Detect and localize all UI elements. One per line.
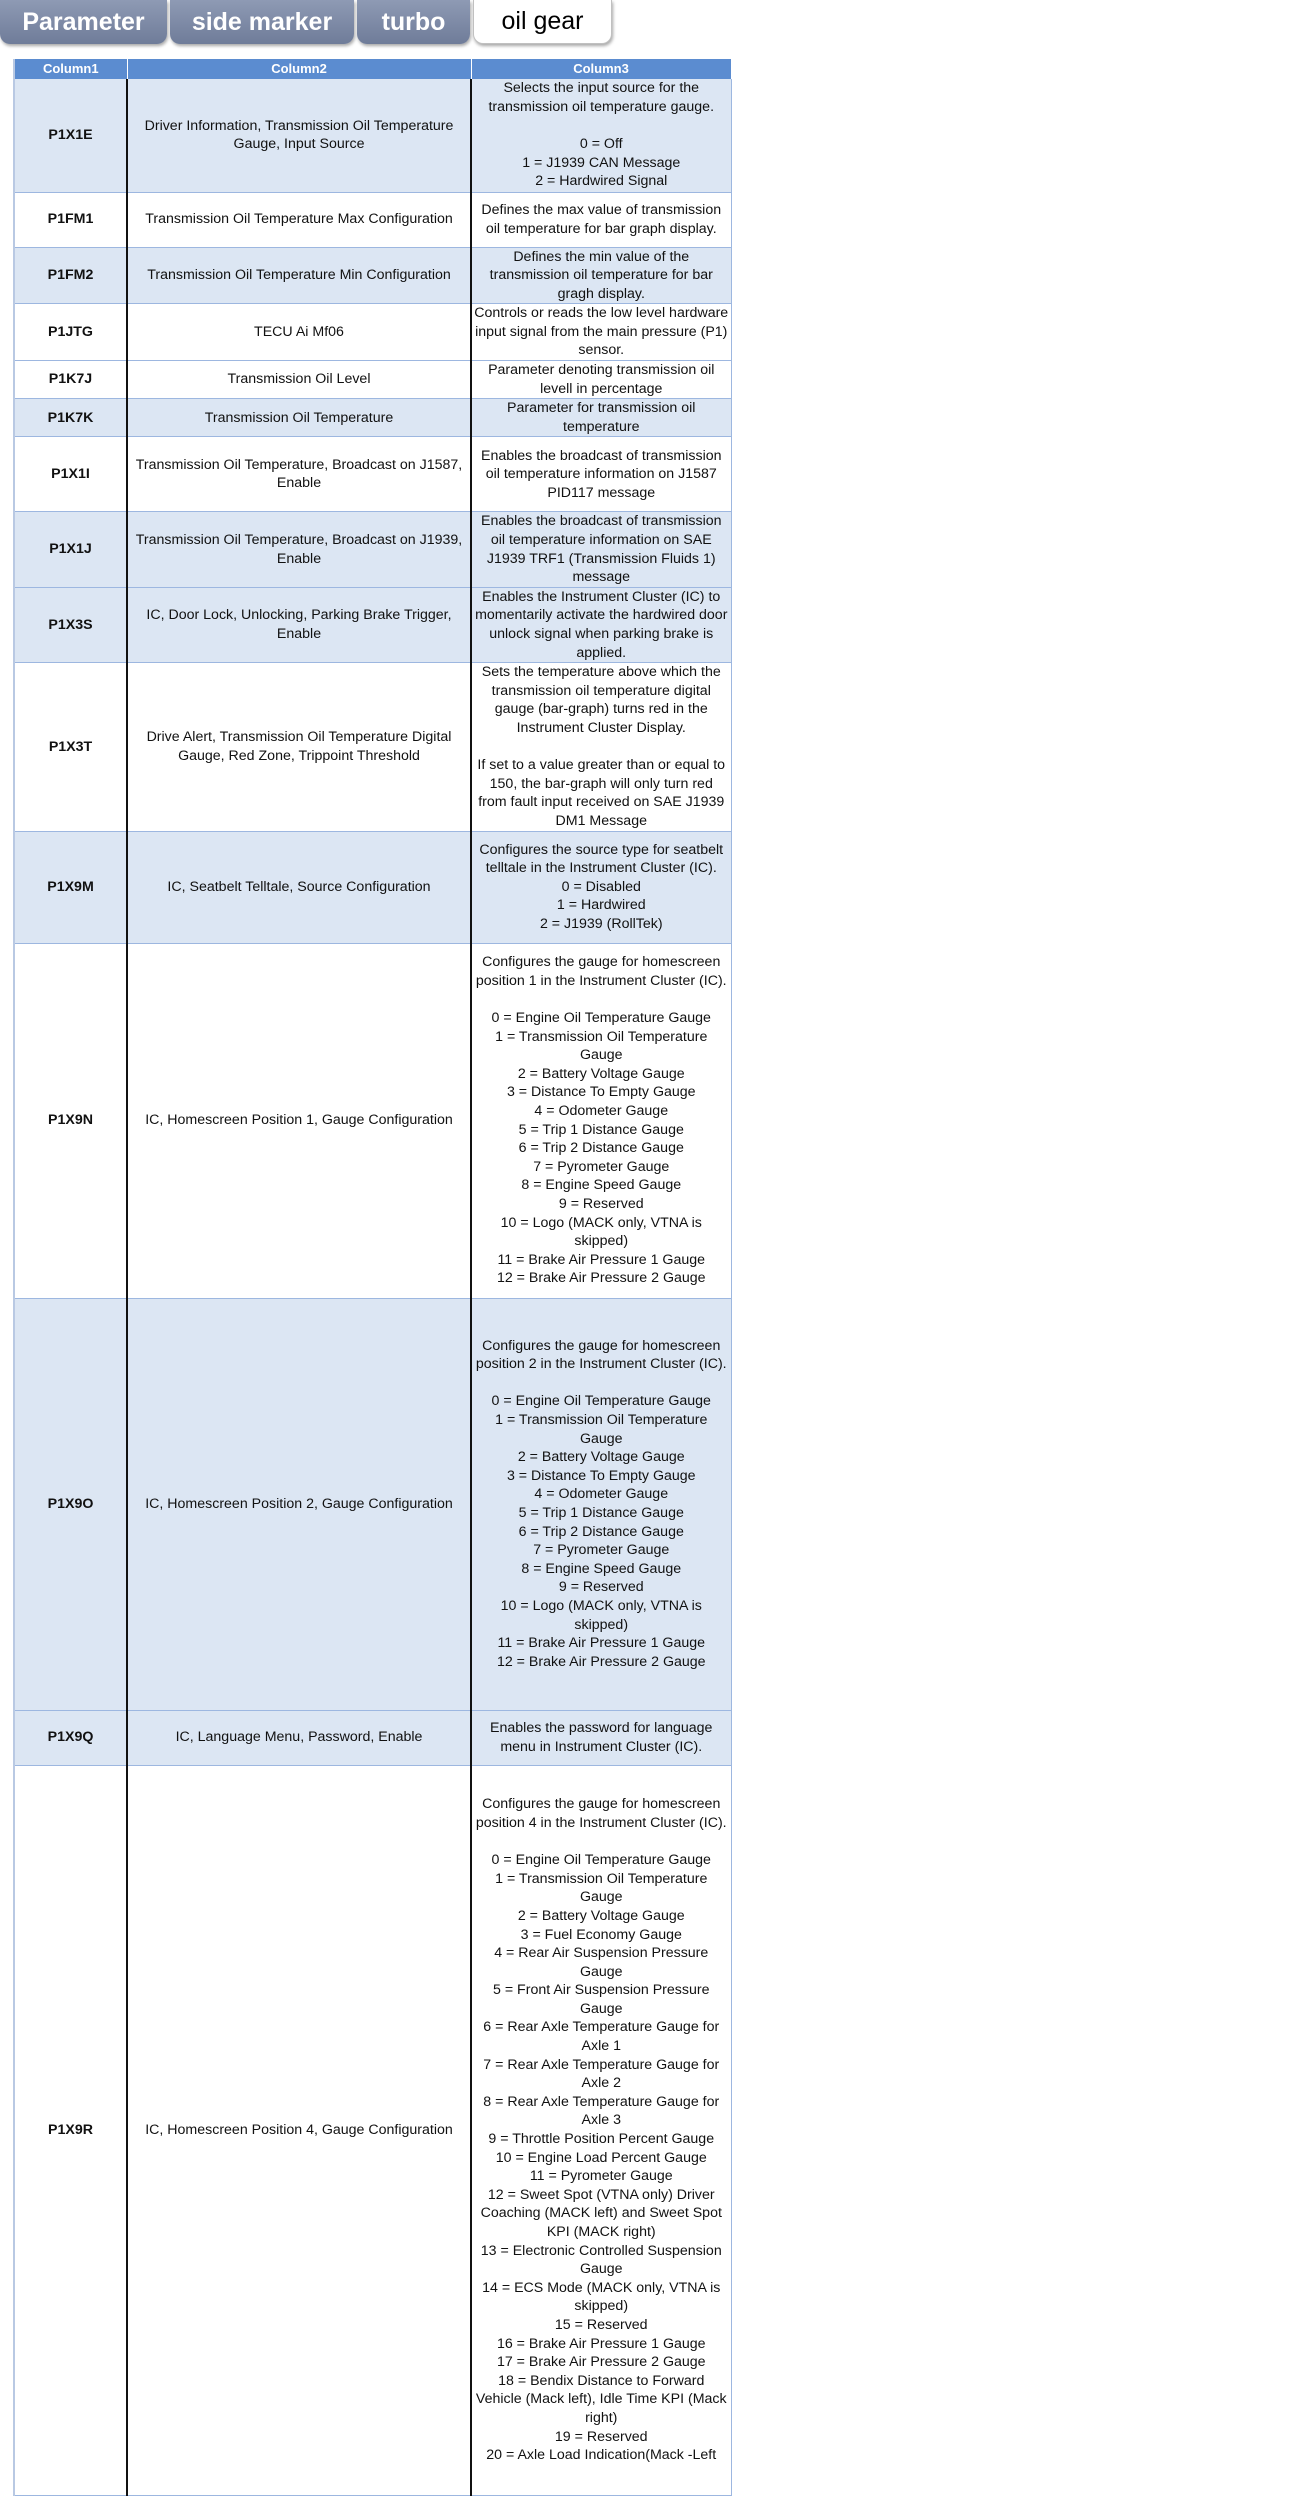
parameter-description-cell[interactable]: Enables the Instrument Cluster (IC) to momentarily activate the hardwired door unlock signal when parking brake is applied. bbox=[471, 587, 731, 662]
parameter-name-cell[interactable]: IC, Homescreen Position 2, Gauge Configuration bbox=[127, 1298, 471, 1710]
parameter-name-cell[interactable]: Transmission Oil Level bbox=[127, 361, 471, 399]
table-row bbox=[15, 79, 731, 192]
tab-parameter[interactable]: Parameter bbox=[0, 0, 167, 44]
parameter-name-cell[interactable]: IC, Seatbelt Telltale, Source Configuration bbox=[127, 831, 471, 943]
parameter-code-cell[interactable]: P1K7K bbox=[15, 399, 127, 437]
parameter-name-cell[interactable]: Transmission Oil Temperature, Broadcast on J1587, Enable bbox=[127, 437, 471, 512]
table-row bbox=[15, 361, 731, 399]
parameter-code-cell[interactable]: P1JTG bbox=[15, 304, 127, 361]
parameter-description-cell[interactable]: Configures the source type for seatbelt telltale in the Instrument Cluster (IC). 0 = Disabled 1 = Hardwired 2 = J1939 (RollTek) bbox=[471, 831, 731, 943]
table-row bbox=[15, 943, 731, 1298]
column-header-3[interactable]: Column3 bbox=[471, 59, 731, 79]
tab-side-marker[interactable]: side marker bbox=[170, 0, 354, 44]
parameter-code-cell[interactable]: P1X1E bbox=[15, 79, 127, 192]
parameter-description-cell[interactable]: Configures the gauge for homescreen position 1 in the Instrument Cluster (IC). 0 = Engine Oil Temperature Gauge 1 = Transmission Oil Temperature Gauge 2 = Battery Voltage Gauge 3 = Distance To Empty Gauge 4 = Odometer Gauge 5 = Trip 1 Distance Gauge 6 = Trip 2 Distance Gauge 7 = Pyrometer Gauge 8 = Engine Speed Gauge 9 = Reserved 10 = Logo (MACK only, VTNA is skipped) 11 = Brake Air Pressure 1 Gauge 12 = Brake Air Pressure 2 Gauge bbox=[471, 943, 731, 1298]
table-row bbox=[15, 192, 731, 247]
parameter-code-cell[interactable]: P1FM1 bbox=[15, 192, 127, 247]
tab-turbo[interactable]: turbo bbox=[357, 0, 470, 44]
parameter-code-cell[interactable]: P1K7J bbox=[15, 361, 127, 399]
parameter-name-cell[interactable]: Drive Alert, Transmission Oil Temperature Digital Gauge, Red Zone, Trippoint Threshold bbox=[127, 663, 471, 831]
table-row bbox=[15, 831, 731, 943]
parameter-description-cell[interactable]: Parameter denoting transmission oil levell in percentage bbox=[471, 361, 731, 399]
table-row bbox=[15, 663, 731, 831]
parameter-description-cell[interactable]: Selects the input source for the transmission oil temperature gauge. 0 = Off 1 = J1939 CAN Message 2 = Hardwired Signal bbox=[471, 79, 731, 192]
parameter-name-cell[interactable]: IC, Language Menu, Password, Enable bbox=[127, 1710, 471, 1765]
parameter-description-cell[interactable]: Enables the password for language menu in Instrument Cluster (IC). bbox=[471, 1710, 731, 1765]
parameter-description-cell[interactable]: Enables the broadcast of transmission oil temperature information on J1587 PID117 message bbox=[471, 437, 731, 512]
table-row bbox=[15, 304, 731, 361]
parameter-code-cell[interactable]: P1X9Q bbox=[15, 1710, 127, 1765]
parameter-code-cell[interactable]: P1X1I bbox=[15, 437, 127, 512]
column-header-2[interactable]: Column2 bbox=[127, 59, 471, 79]
parameter-description-cell[interactable]: Configures the gauge for homescreen position 4 in the Instrument Cluster (IC). 0 = Engine Oil Temperature Gauge 1 = Transmission Oil Temperature Gauge 2 = Battery Voltage Gauge 3 = Fuel Economy Gauge 4 = Rear Air Suspension Pressure Gauge 5 = Front Air Suspension Pressure Gauge 6 = Rear Axle Temperature Gauge for Axle 1 7 = Rear Axle Temperature Gauge for Axle 2 8 = Rear Axle Temperature Gauge for Axle 3 9 = Throttle Position Percent Gauge 10 = Engine Load Percent Gauge 11 = Pyrometer Gauge 12 = Sweet Spot (VTNA only) Driver Coaching (MACK left) and Sweet Spot KPI (MACK right) 13 = Electronic Controlled Suspension Gauge 14 = ECS Mode (MACK only, VTNA is skipped) 15 = Reserved 16 = Brake Air Pressure 1 Gauge 17 = Brake Air Pressure 2 Gauge 18 = Bendix Distance to Forward Vehicle (Mack left), Idle Time KPI (Mack right) 19 = Reserved 20 = Axle Load Indication(Mack -Left bbox=[471, 1765, 731, 2495]
parameter-description-cell[interactable]: Defines the min value of the transmission oil temperature for bar gragh display. bbox=[471, 247, 731, 304]
parameter-code-cell[interactable]: P1X9R bbox=[15, 1765, 127, 2495]
parameter-code-cell[interactable]: P1X3T bbox=[15, 663, 127, 831]
table-row bbox=[15, 1298, 731, 1710]
spreadsheet-table-area bbox=[13, 59, 731, 2496]
table-row bbox=[15, 1710, 731, 1765]
table-row bbox=[15, 587, 731, 662]
parameter-code-cell[interactable]: P1X9O bbox=[15, 1298, 127, 1710]
table-row bbox=[15, 437, 731, 512]
parameter-name-cell[interactable]: IC, Homescreen Position 4, Gauge Configuration bbox=[127, 1765, 471, 2495]
table-row bbox=[15, 247, 731, 304]
parameter-name-cell[interactable]: Transmission Oil Temperature Max Configuration bbox=[127, 192, 471, 247]
parameter-description-cell[interactable]: Sets the temperature above which the transmission oil temperature digital gauge (bar-graph) turns red in the Instrument Cluster Display. If set to a value greater than or equal to 150, the bar-graph will only turn red from fault input received on SAE J1939 DM1 Message bbox=[471, 663, 731, 831]
column-header-1[interactable]: Column1 bbox=[15, 59, 127, 79]
parameter-name-cell[interactable]: TECU Ai Mf06 bbox=[127, 304, 471, 361]
table-row bbox=[15, 399, 731, 437]
parameter-code-cell[interactable]: P1X1J bbox=[15, 512, 127, 587]
parameter-name-cell[interactable]: Transmission Oil Temperature, Broadcast on J1939, Enable bbox=[127, 512, 471, 587]
sheet-tab-bar bbox=[0, 0, 1290, 46]
parameter-code-cell[interactable]: P1X9N bbox=[15, 943, 127, 1298]
parameter-description-cell[interactable]: Defines the max value of transmission oil temperature for bar graph display. bbox=[471, 192, 731, 247]
parameter-name-cell[interactable]: IC, Door Lock, Unlocking, Parking Brake Trigger, Enable bbox=[127, 587, 471, 662]
parameter-code-cell[interactable]: P1FM2 bbox=[15, 247, 127, 304]
parameter-description-cell[interactable]: Enables the broadcast of transmission oil temperature information on SAE J1939 TRF1 (Transmission Fluids 1) message bbox=[471, 512, 731, 587]
parameter-name-cell[interactable]: IC, Homescreen Position 1, Gauge Configuration bbox=[127, 943, 471, 1298]
parameter-name-cell[interactable]: Transmission Oil Temperature bbox=[127, 399, 471, 437]
parameter-code-cell[interactable]: P1X9M bbox=[15, 831, 127, 943]
parameter-name-cell[interactable]: Transmission Oil Temperature Min Configuration bbox=[127, 247, 471, 304]
parameter-description-cell[interactable]: Configures the gauge for homescreen position 2 in the Instrument Cluster (IC). 0 = Engine Oil Temperature Gauge 1 = Transmission Oil Temperature Gauge 2 = Battery Voltage Gauge 3 = Distance To Empty Gauge 4 = Odometer Gauge 5 = Trip 1 Distance Gauge 6 = Trip 2 Distance Gauge 7 = Pyrometer Gauge 8 = Engine Speed Gauge 9 = Reserved 10 = Logo (MACK only, VTNA is skipped) 11 = Brake Air Pressure 1 Gauge 12 = Brake Air Pressure 2 Gauge bbox=[471, 1298, 731, 1710]
parameter-code-cell[interactable]: P1X3S bbox=[15, 587, 127, 662]
parameter-table bbox=[15, 59, 732, 2496]
tab-oil-gear[interactable]: oil gear bbox=[473, 0, 612, 44]
table-row bbox=[15, 1765, 731, 2495]
parameter-name-cell[interactable]: Driver Information, Transmission Oil Temperature Gauge, Input Source bbox=[127, 79, 471, 192]
table-header-row bbox=[15, 59, 731, 79]
parameter-description-cell[interactable]: Controls or reads the low level hardware input signal from the main pressure (P1) sensor. bbox=[471, 304, 731, 361]
table-row bbox=[15, 512, 731, 587]
parameter-description-cell[interactable]: Parameter for transmission oil temperature bbox=[471, 399, 731, 437]
